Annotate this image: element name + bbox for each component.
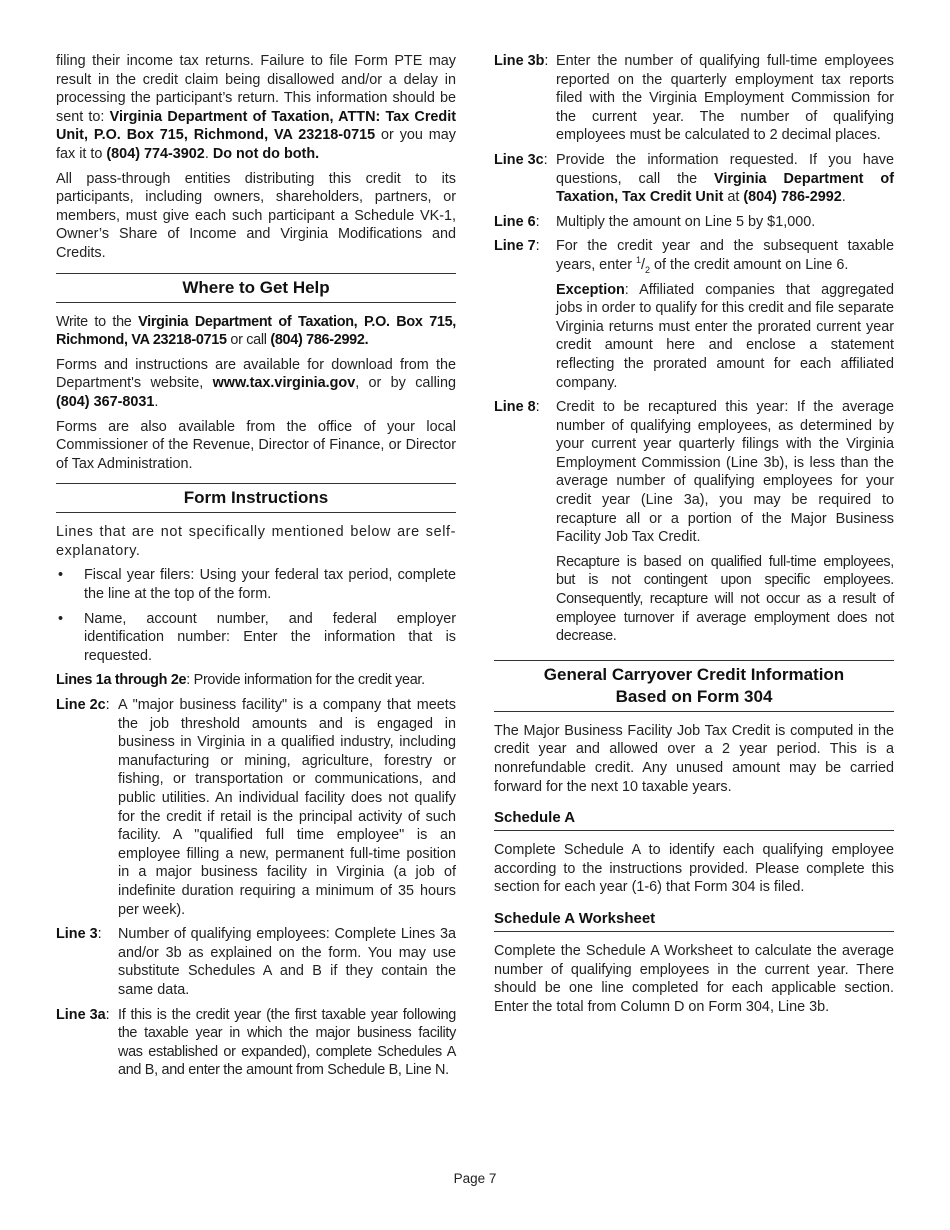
where-to-get-help-heading: Where to Get Help — [56, 273, 456, 303]
schedule-a-worksheet-paragraph: Complete the Schedule A Worksheet to calculate the average number of qualifying employees in the current year. There should be one line completed for each applicable section. Enter the total from Column D on Form 304, Line 3b. — [494, 942, 894, 1015]
bullet-icon: • — [58, 610, 64, 627]
form-instructions-heading: Form Instructions — [56, 483, 456, 513]
line-8-recapture-note: Recapture is based on qualified full-time employees, but is not contingent upon specific employees. Consequently, recapture will not occur as a result of employee turnover if average employment does not decrease. — [556, 553, 894, 645]
help-paragraph-1: Write to the Virginia Department of Taxation, P.O. Box 715, Richmond, VA 23218-0715 or call (804) 786-2992. — [56, 313, 457, 349]
line-3b-entry: Line 3b: Enter the number of qualifying full-time employees reported on the quarterly employment tax reports filed with the Virginia Employment Commission for the current year. The number of qualifying employees must be calculated to 2 decimal places. — [494, 53, 894, 144]
line-7-exception: Exception: Affiliated companies that aggregated jobs in order to qualify for this credit and file separate Virginia returns must enter the prorated current year credit amount here and enclose a statement reflecting the prorated amount for each affiliated company. — [556, 281, 894, 391]
carryover-heading: General Carryover Credit Information Based on Form 304 — [494, 660, 894, 712]
line-3a-entry: Line 3a: If this is the credit year (the first taxable year following the taxable year in which the major business facility was established or expanded), complete Schedules A and B, and enter the amount from Schedule B, Line N. — [56, 1006, 456, 1079]
list-item: • Name, account number, and federal employer identification number: Enter the information that is requested. — [58, 610, 456, 664]
schedule-a-paragraph: Complete Schedule A to identify each qualifying employee according to the instructions provided. Please complete this section for each year (1-6) that Form 304 is filed. — [494, 842, 894, 896]
line-7-entry: Line 7: For the credit year and the subsequent taxable years, enter $^1/_2$ of the credit amount on Line 6. — [494, 238, 894, 275]
page-number: Page 7 — [453, 1171, 497, 1186]
line-3c-entry: Line 3c: Provide the information requested. If you have questions, call the Virginia Department of Taxation, Tax Credit Unit at (804) 786-2992. — [494, 151, 895, 206]
schedule-a-heading: Schedule A — [494, 808, 894, 831]
schedule-a-worksheet-heading: Schedule A Worksheet — [494, 909, 894, 932]
line-8-entry: Line 8: Credit to be recaptured this year: If the average number of qualifying employees, as determined by your current year quarterly filings with the Virginia Employment Commission (Line 3b), is less than the average number of qualifying employees for your credit year (Line 3a), you may be required to recapture all or a portion of the Major Business Facility Job Tax Credit. — [494, 399, 894, 546]
left-column — [56, 52, 456, 1086]
help-paragraph-2: Forms and instructions are available for download from the Department's website, www.tax.virginia.gov, or by calling (804) 367-8031. — [56, 356, 456, 410]
instructions-intro: Lines that are not specifically mentioned below are self-explanatory. — [56, 524, 456, 559]
intro-paragraph-2: All pass-through entities distributing this credit to its participants, including owners, shareholders, partners, or members, must give each such participant a Schedule VK-1, Owner’s Share of Income and Virginia Modifications and Credits. — [56, 170, 456, 261]
line-2c-entry: Line 2c: A "major business facility" is a company that meets the job threshold amounts and is engaged in business in Virginia in a qualified industry, including manufacturing or mining, agriculture, forestry or fishing, or transportation or communications, and public utilities. An individual facility does not qualify for the credit if retail is the principal activity of such facility. A "qualified full time employee" is an employee filling a new, permanent full-time position in a major business facility in Virginia (a job of indefinite duration requiring a minimum of 35 hours per week). — [56, 697, 456, 918]
carryover-paragraph: The Major Business Facility Job Tax Credit is computed in the credit year and allowed over a 2 year period. This is a nonrefundable credit. Any unused amount may be carried forward for the next 10 taxable years. — [494, 722, 894, 795]
line-3-entry: Line 3: Number of qualifying employees: Complete Lines 3a and/or 3b as explained on the form. You may use substitute Schedules A and B if they contain the same data. — [56, 926, 456, 998]
help-paragraph-3: Forms are also available from the office of your local Commissioner of the Revenue, Director of Finance, or Director of Tax Administration. — [56, 418, 456, 472]
list-item: • Fiscal year filers: Using your federal tax period, complete the line at the top of the form. — [58, 567, 456, 603]
right-column — [494, 52, 894, 1022]
lines-1a-2e: Lines 1a through 2e: Provide information for the credit year. — [56, 672, 425, 689]
bullet-icon: • — [58, 567, 64, 584]
line-6-entry: Line 6: Multiply the amount on Line 5 by $1,000. — [494, 213, 816, 230]
intro-paragraph-1: filing their income tax returns. Failure to file Form PTE may result in the credit claim being disallowed and/or a delay in processing the participant’s return. This information should be sent to: Virginia Department of Taxation, ATTN: Tax Credit Unit, P.O. Box 715, Richmond, VA 23218-0715 or you may fax it to (804) 774-3902. Do not do both. — [56, 53, 457, 162]
